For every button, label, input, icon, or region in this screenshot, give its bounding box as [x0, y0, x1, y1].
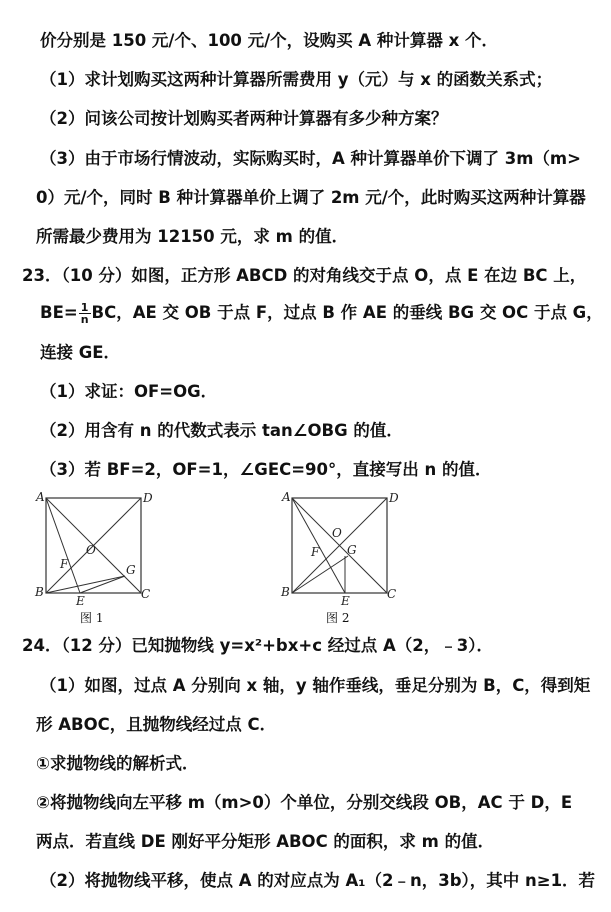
fig2-label-b: B [281, 585, 290, 599]
fig2-label-f: F [311, 545, 320, 559]
fig1-label-a: A [36, 490, 45, 504]
question-23-part-2: （2）用含有 n 的代数式表示 tan∠OBG 的值． [40, 421, 403, 440]
fraction-numerator: 1 [79, 302, 91, 314]
fig1-label-g: G [126, 563, 136, 577]
fraction-1-over-n [79, 302, 91, 325]
fig1-label-c: C [141, 587, 151, 601]
figure-2 [280, 488, 400, 626]
figure-1-diagram [34, 488, 154, 608]
question-24-sub-1: ①求抛物线的解析式． [36, 754, 199, 773]
fig2-label-c: C [387, 587, 397, 601]
figure-1 [34, 488, 154, 626]
fig2-label-a: A [282, 490, 291, 504]
question-24-part-2: （2）将抛物线平移，使点 A 的对应点为 A₁（2﹣n，3b），其中 n≥1．若 [40, 871, 596, 890]
fig1-label-f: F [60, 557, 69, 571]
question-24-part-1: （1）如图，过点 A 分别向 x 轴，y 轴作垂线，垂足分别为 B，C，得到矩 [40, 676, 591, 695]
fig1-label-d: D [143, 491, 153, 505]
fig2-label-e: E [341, 594, 350, 608]
text-line-rect-abo: 形 ABOC，且抛物线经过点 C． [36, 715, 277, 734]
be-prefix: BE= [40, 303, 78, 322]
figure-1-caption: 图 1 [80, 611, 104, 625]
question-22-part-3: （3）由于市场行情波动，实际购买时，A 种计算器单价下调了 3m（m> [40, 149, 581, 168]
text-line-de-bisect: 两点．若直线 DE 刚好平分矩形 ABOC 的面积，求 m 的值． [36, 832, 495, 851]
question-22-part-1: （1）求计划购买这两种计算器所需费用 y（元）与 x 的函数关系式； [40, 70, 553, 89]
fig1-label-e: E [76, 594, 85, 608]
fig2-label-g: G [347, 543, 357, 557]
question-24-sub-2: ②将抛物线向左平移 m（m>0）个单位，分别交线段 OB，AC 于 D，E [36, 793, 573, 812]
question-22-part-2: （2）问该公司按计划购买者两种计算器有多少种方案？ [40, 109, 448, 128]
text-line-connect-ge: 连接 GE． [40, 343, 121, 362]
fig1-label-b: B [35, 585, 44, 599]
be-suffix: BC，AE 交 OB 于点 F，过点 B 作 AE 的垂线 BG 交 OC 于点 G， [91, 303, 603, 322]
text-line-5: 0）元/个，同时 B 种计算器单价上调了 2m 元/个，此时购买这两种计算器 [36, 188, 586, 207]
text-line-be-fraction [40, 302, 603, 325]
text-line-6: 所需最少费用为 12150 元，求 m 的值． [36, 227, 349, 246]
figure-2-caption: 图 2 [326, 611, 350, 625]
figure-2-diagram [280, 488, 400, 608]
fig1-label-o: O [86, 543, 96, 557]
fraction-denominator: n [80, 313, 89, 326]
question-23-part-1: （1）求证：OF=OG． [40, 382, 218, 401]
question-23-part-3: （3）若 BF=2，OF=1，∠GEC=90°，直接写出 n 的值． [40, 460, 492, 479]
fig2-label-d: D [389, 491, 399, 505]
text-line-1: 价分别是 150 元/个、100 元/个，设购买 A 种计算器 x 个． [40, 31, 499, 50]
question-24-title: 24．（12 分）已知抛物线 y=x²+bx+c 经过点 A（2，﹣3）． [22, 636, 493, 655]
question-23-title: 23．（10 分）如图，正方形 ABCD 的对角线交于点 O，点 E 在边 BC 上， [22, 266, 587, 285]
fig2-label-o: O [332, 526, 342, 540]
